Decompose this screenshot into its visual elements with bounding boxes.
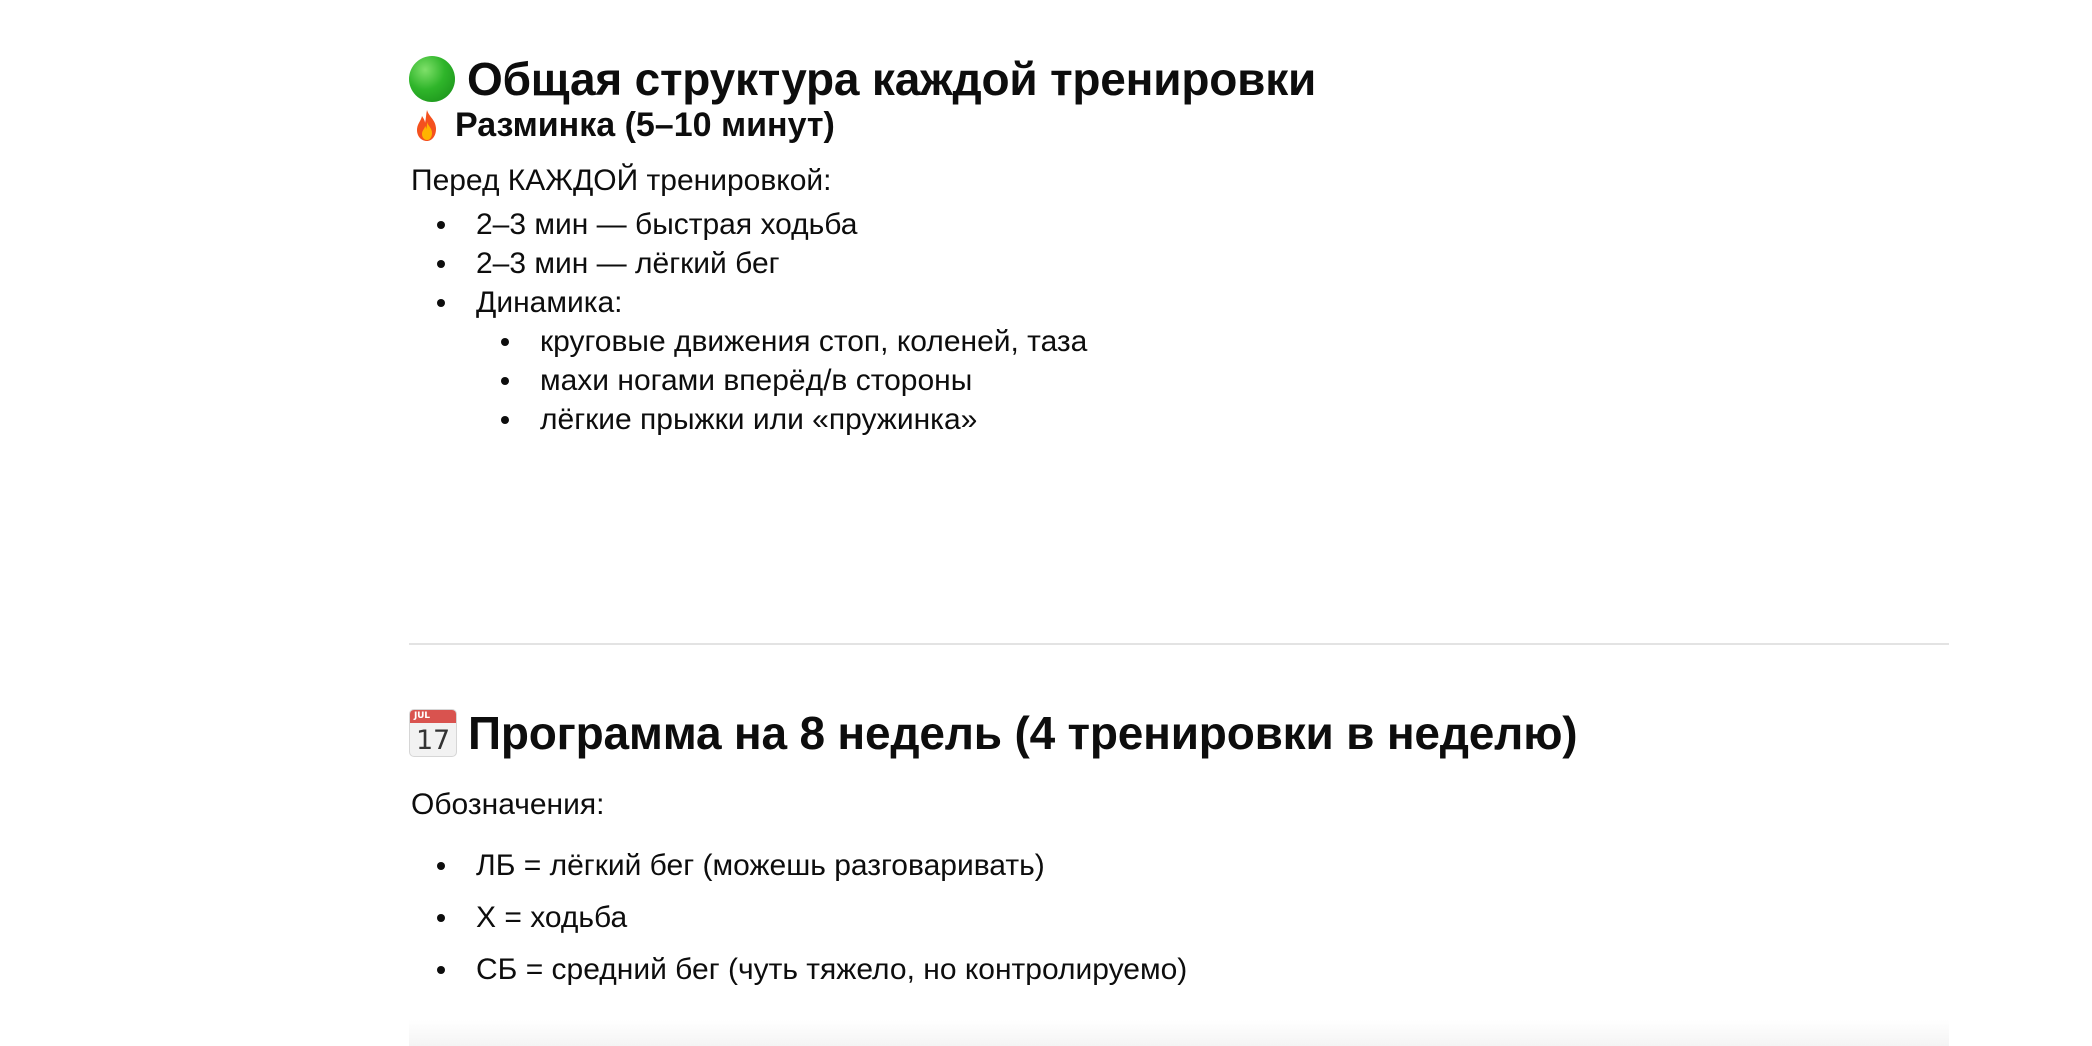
legend-intro: Обозначения:: [411, 788, 605, 821]
section-title: Общая структура каждой тренировки: [467, 53, 1317, 105]
bullet-icon: [501, 338, 509, 346]
fire-icon: [409, 108, 445, 144]
calendar-icon: [409, 709, 457, 757]
list-item-text: махи ногами вперёд/в стороны: [540, 364, 973, 397]
bullet-icon: [501, 377, 509, 385]
section-heading-program: [409, 706, 1577, 760]
green-circle-icon: [409, 56, 455, 102]
list-item-text: Динамика:: [476, 286, 623, 319]
warmup-intro: Перед КАЖДОЙ тренировкой:: [411, 164, 832, 197]
bullet-icon: [501, 416, 509, 424]
list-item-text: СБ = средний бег (чуть тяжело, но контролируемо): [476, 953, 1188, 986]
list-item: [437, 901, 627, 935]
list-item-text: ЛБ = лёгкий бег (можешь разговаривать): [476, 849, 1045, 882]
list-item-text: лёгкие прыжки или «пружинка»: [540, 403, 978, 436]
bullet-icon: [437, 862, 445, 870]
nested-list-item: [501, 403, 977, 437]
calendar-month: JUL: [414, 711, 430, 721]
bottom-fade: [409, 1020, 1949, 1046]
list-item-text: 2–3 мин — лёгкий бег: [476, 247, 780, 280]
subsection-heading-warmup: [409, 106, 835, 145]
calendar-day: 17: [416, 725, 450, 756]
bullet-icon: [437, 914, 445, 922]
bullet-icon: [437, 966, 445, 974]
section-heading-structure: [409, 52, 1316, 106]
nested-list-item: [501, 364, 972, 398]
list-item: [437, 247, 780, 281]
list-item-text: круговые движения стоп, коленей, таза: [540, 325, 1088, 358]
section-title: Программа на 8 недель (4 тренировки в неделю): [468, 707, 1578, 759]
bullet-icon: [437, 221, 445, 229]
list-item: [437, 953, 1187, 987]
list-item-text: 2–3 мин — быстрая ходьба: [476, 208, 858, 241]
list-item: [437, 208, 857, 242]
list-item: [437, 849, 1045, 883]
horizontal-divider: [409, 643, 1949, 645]
subsection-title: Разминка (5–10 минут): [455, 106, 835, 144]
bullet-icon: [437, 260, 445, 268]
nested-list-item: [501, 325, 1087, 359]
list-item-text: Х = ходьба: [476, 901, 628, 934]
bullet-icon: [437, 299, 445, 307]
list-item: [437, 286, 623, 320]
